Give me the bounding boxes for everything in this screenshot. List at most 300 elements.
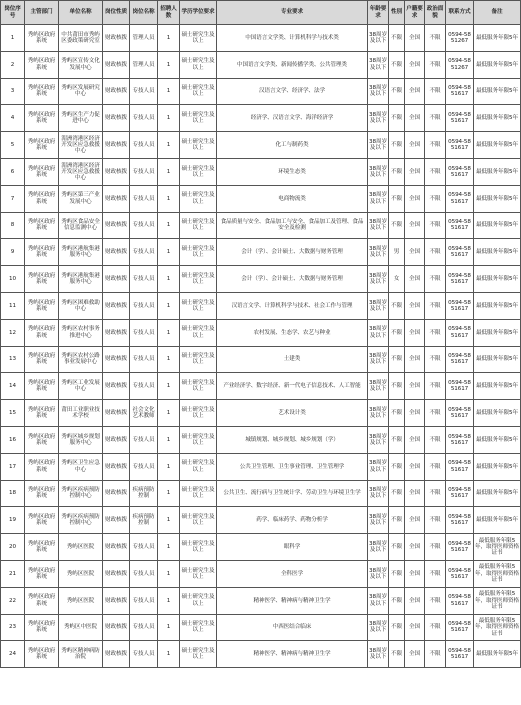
cell-unit-name: 莆田工业职业技术学校	[59, 400, 103, 427]
cell-gender: 不限	[389, 51, 405, 78]
cell-post-nature: 财政核拨	[103, 560, 130, 587]
cell-contact: 0594-5851617	[446, 266, 474, 293]
cell-major: 电商物流类	[217, 185, 368, 212]
cell-household: 全国	[405, 25, 425, 52]
cell-unit-name: 秀屿区工业发展中心	[59, 373, 103, 400]
cell-post-number: 22	[1, 587, 25, 614]
cell-household: 全国	[405, 507, 425, 534]
cell-household: 全国	[405, 158, 425, 185]
cell-gender: 不限	[389, 641, 405, 668]
cell-post-nature: 财政核拨	[103, 78, 130, 105]
cell-unit-name: 秀屿区卫生应急中心	[59, 453, 103, 480]
cell-post-nature: 财政核拨	[103, 25, 130, 52]
cell-post-nature: 财政核拨	[103, 185, 130, 212]
cell-unit-name: 秀屿区发展研究中心	[59, 78, 103, 105]
cell-post-number: 9	[1, 239, 25, 266]
cell-department: 秀屿区政府系统	[25, 132, 59, 159]
cell-major: 艺术设计类	[217, 400, 368, 427]
cell-political: 不限	[425, 400, 446, 427]
col-header-gender: 性别	[389, 1, 405, 25]
cell-remarks: 最低服务年限5年	[474, 373, 521, 400]
cell-gender: 不限	[389, 507, 405, 534]
cell-gender: 不限	[389, 560, 405, 587]
cell-post-name: 管理人员	[130, 51, 158, 78]
cell-political: 不限	[425, 132, 446, 159]
cell-education: 硕士研究生及以上	[180, 25, 217, 52]
cell-department: 秀屿区政府系统	[25, 560, 59, 587]
cell-major: 汉语言文学、经济学、法学	[217, 78, 368, 105]
cell-age: 38周岁及以下	[368, 453, 389, 480]
cell-age: 38周岁及以下	[368, 319, 389, 346]
cell-post-name: 专技人员	[130, 239, 158, 266]
col-header-post-name: 岗位名称	[130, 1, 158, 25]
cell-major: 全科医学	[217, 560, 368, 587]
cell-contact: 0594-5851617	[446, 346, 474, 373]
cell-remarks: 最低服务年限5年	[474, 480, 521, 507]
cell-post-nature: 财政核拨	[103, 346, 130, 373]
cell-remarks: 最低服务年限5年	[474, 641, 521, 668]
cell-post-number: 21	[1, 560, 25, 587]
cell-unit-name: 秀屿区生产力促进中心	[59, 105, 103, 132]
cell-political: 不限	[425, 212, 446, 239]
cell-age: 38周岁及以下	[368, 78, 389, 105]
cell-unit-name: 秀屿区疾病预防控制中心	[59, 507, 103, 534]
cell-gender: 不限	[389, 453, 405, 480]
cell-hiring-count: 1	[158, 319, 180, 346]
table-row	[1, 480, 521, 507]
cell-political: 不限	[425, 453, 446, 480]
cell-post-nature: 财政核拨	[103, 266, 130, 293]
cell-department: 秀屿区政府系统	[25, 185, 59, 212]
cell-major: 化工与制药类	[217, 132, 368, 159]
cell-post-number: 3	[1, 78, 25, 105]
cell-post-name: 专技人员	[130, 78, 158, 105]
cell-unit-name: 湄洲湾港区经济开发区应急救援中心	[59, 158, 103, 185]
cell-major: 食品质量与安全、食品加工与安全、食品加工及管理、食品安全及检测	[217, 212, 368, 239]
cell-post-name: 专技人员	[130, 373, 158, 400]
cell-unit-name: 秀屿区疾病预防控制中心	[59, 480, 103, 507]
cell-political: 不限	[425, 239, 446, 266]
cell-remarks: 最低服务年限5年	[474, 239, 521, 266]
cell-post-number: 24	[1, 641, 25, 668]
cell-department: 秀屿区政府系统	[25, 319, 59, 346]
cell-political: 不限	[425, 158, 446, 185]
cell-post-number: 20	[1, 534, 25, 561]
cell-age: 38周岁及以下	[368, 25, 389, 52]
cell-department: 秀屿区政府系统	[25, 158, 59, 185]
cell-contact: 0594-5851617	[446, 319, 474, 346]
cell-contact: 0594-5851617	[446, 560, 474, 587]
cell-major: 中国语言文学类、计算机科学与技术类	[217, 25, 368, 52]
cell-post-nature: 财政核拨	[103, 212, 130, 239]
cell-contact: 0594-5851617	[446, 373, 474, 400]
cell-household: 全国	[405, 614, 425, 641]
cell-household: 全国	[405, 400, 425, 427]
cell-post-nature: 财政核拨	[103, 534, 130, 561]
cell-post-nature: 财政核拨	[103, 400, 130, 427]
cell-household: 全国	[405, 105, 425, 132]
cell-gender: 不限	[389, 132, 405, 159]
cell-post-number: 18	[1, 480, 25, 507]
col-header-hiring-count: 招聘人数	[158, 1, 180, 25]
cell-gender: 不限	[389, 105, 405, 132]
cell-contact: 0594-5851617	[446, 400, 474, 427]
cell-post-name: 专技人员	[130, 266, 158, 293]
cell-post-name: 专技人员	[130, 319, 158, 346]
cell-post-number: 2	[1, 51, 25, 78]
cell-household: 全国	[405, 132, 425, 159]
cell-political: 不限	[425, 373, 446, 400]
table-row	[1, 25, 521, 52]
cell-hiring-count: 1	[158, 132, 180, 159]
cell-remarks: 最低服务年限5年	[474, 319, 521, 346]
cell-unit-name: 秀屿区中医院	[59, 614, 103, 641]
cell-remarks: 最低服务年限5年	[474, 346, 521, 373]
cell-department: 秀屿区政府系统	[25, 51, 59, 78]
cell-post-name: 专技人员	[130, 453, 158, 480]
cell-education: 硕士研究生及以上	[180, 105, 217, 132]
table-row	[1, 373, 521, 400]
cell-department: 秀屿区政府系统	[25, 346, 59, 373]
cell-education: 硕士研究生及以上	[180, 185, 217, 212]
table-body	[1, 25, 521, 668]
cell-hiring-count: 1	[158, 373, 180, 400]
cell-household: 全国	[405, 292, 425, 319]
cell-political: 不限	[425, 266, 446, 293]
table-row	[1, 560, 521, 587]
cell-unit-name: 秀屿区宣传文化发展中心	[59, 51, 103, 78]
cell-age: 38周岁及以下	[368, 641, 389, 668]
cell-gender: 不限	[389, 319, 405, 346]
table-row	[1, 292, 521, 319]
cell-hiring-count: 1	[158, 346, 180, 373]
cell-gender: 不限	[389, 480, 405, 507]
cell-contact: 0594-5851617	[446, 105, 474, 132]
cell-department: 秀屿区政府系统	[25, 534, 59, 561]
cell-remarks: 最低服务年限5年，取得医师资格证书	[474, 587, 521, 614]
cell-post-number: 8	[1, 212, 25, 239]
cell-post-nature: 财政核拨	[103, 292, 130, 319]
cell-education: 硕士研究生及以上	[180, 346, 217, 373]
cell-education: 硕士研究生及以上	[180, 319, 217, 346]
cell-education: 硕士研究生及以上	[180, 132, 217, 159]
cell-education: 硕士研究生及以上	[180, 587, 217, 614]
table-row	[1, 641, 521, 668]
cell-hiring-count: 1	[158, 480, 180, 507]
table-row	[1, 346, 521, 373]
col-header-education: 学历学位要求	[180, 1, 217, 25]
cell-post-number: 13	[1, 346, 25, 373]
cell-gender: 不限	[389, 212, 405, 239]
cell-gender: 不限	[389, 78, 405, 105]
table-row	[1, 185, 521, 212]
cell-household: 全国	[405, 534, 425, 561]
cell-hiring-count: 1	[158, 587, 180, 614]
cell-hiring-count: 1	[158, 641, 180, 668]
cell-post-name: 专技人员	[130, 346, 158, 373]
cell-political: 不限	[425, 426, 446, 453]
cell-major: 土建类	[217, 346, 368, 373]
cell-remarks: 最低服务年限5年，取得医师资格证书	[474, 534, 521, 561]
cell-post-number: 5	[1, 132, 25, 159]
cell-remarks: 最低服务年限5年	[474, 453, 521, 480]
cell-gender: 不限	[389, 185, 405, 212]
cell-age: 38周岁及以下	[368, 51, 389, 78]
cell-major: 公共卫生管理、卫生事业管理、卫生管理学	[217, 453, 368, 480]
cell-political: 不限	[425, 614, 446, 641]
cell-department: 秀屿区政府系统	[25, 78, 59, 105]
cell-remarks: 最低服务年限5年，取得医师资格证书	[474, 560, 521, 587]
cell-hiring-count: 1	[158, 25, 180, 52]
cell-contact: 0594-5851617	[446, 614, 474, 641]
cell-age: 38周岁及以下	[368, 507, 389, 534]
cell-political: 不限	[425, 78, 446, 105]
cell-post-nature: 财政核拨	[103, 641, 130, 668]
cell-post-name: 社会文化艺术教师	[130, 400, 158, 427]
cell-department: 秀屿区政府系统	[25, 400, 59, 427]
cell-political: 不限	[425, 25, 446, 52]
cell-unit-name: 秀屿区港航集港服务中心	[59, 266, 103, 293]
cell-post-number: 7	[1, 185, 25, 212]
cell-post-name: 疾病预防控制	[130, 480, 158, 507]
cell-education: 硕士研究生及以上	[180, 534, 217, 561]
cell-hiring-count: 1	[158, 266, 180, 293]
cell-post-name: 专技人员	[130, 212, 158, 239]
cell-major: 精神医学、精神病与精神卫生学	[217, 641, 368, 668]
cell-gender: 男	[389, 239, 405, 266]
cell-age: 38周岁及以下	[368, 373, 389, 400]
cell-gender: 不限	[389, 587, 405, 614]
cell-household: 全国	[405, 346, 425, 373]
cell-household: 全国	[405, 212, 425, 239]
cell-post-name: 专技人员	[130, 292, 158, 319]
cell-post-number: 10	[1, 266, 25, 293]
cell-unit-name: 湄洲湾港区经济开发区应急救援中心	[59, 132, 103, 159]
table-row	[1, 78, 521, 105]
cell-major: 经济学、汉语言文学、海洋经济学	[217, 105, 368, 132]
table-row	[1, 400, 521, 427]
cell-political: 不限	[425, 292, 446, 319]
cell-contact: 0594-5851617	[446, 158, 474, 185]
cell-post-nature: 财政核拨	[103, 373, 130, 400]
cell-remarks: 最低服务年限5年	[474, 25, 521, 52]
cell-age: 38周岁及以下	[368, 346, 389, 373]
cell-household: 全国	[405, 185, 425, 212]
cell-remarks: 最低服务年限5年	[474, 400, 521, 427]
cell-gender: 不限	[389, 25, 405, 52]
cell-post-nature: 财政核拨	[103, 132, 130, 159]
cell-gender: 不限	[389, 426, 405, 453]
table-row	[1, 614, 521, 641]
cell-post-number: 17	[1, 453, 25, 480]
cell-education: 硕士研究生及以上	[180, 373, 217, 400]
table-row	[1, 132, 521, 159]
cell-major: 公共卫生、流行病与卫生统计学、劳动卫生与环境卫生学	[217, 480, 368, 507]
cell-major: 城镇规划、城乡规划、城乡规划（学）	[217, 426, 368, 453]
cell-age: 38周岁及以下	[368, 400, 389, 427]
cell-contact: 0594-5851617	[446, 292, 474, 319]
col-header-remarks: 备注	[474, 1, 521, 25]
cell-major: 环境生态类	[217, 158, 368, 185]
cell-post-name: 专技人员	[130, 641, 158, 668]
cell-contact: 0594-5851617	[446, 480, 474, 507]
col-header-major: 专业要求	[217, 1, 368, 25]
cell-education: 硕士研究生及以上	[180, 78, 217, 105]
cell-major: 农村发展、生态学、农艺与种业	[217, 319, 368, 346]
cell-age: 38周岁及以下	[368, 534, 389, 561]
cell-household: 全国	[405, 239, 425, 266]
cell-post-name: 疾病预防控制	[130, 507, 158, 534]
cell-unit-name: 秀屿区医院	[59, 560, 103, 587]
cell-remarks: 最低服务年限5年	[474, 51, 521, 78]
cell-unit-name: 秀屿区食品安全信息监测中心	[59, 212, 103, 239]
cell-post-nature: 财政核拨	[103, 614, 130, 641]
cell-contact: 0594-5851617	[446, 185, 474, 212]
table-row	[1, 319, 521, 346]
cell-hiring-count: 1	[158, 78, 180, 105]
cell-political: 不限	[425, 185, 446, 212]
cell-education: 硕士研究生及以上	[180, 239, 217, 266]
cell-hiring-count: 1	[158, 400, 180, 427]
cell-remarks: 最低服务年限5年	[474, 292, 521, 319]
cell-department: 秀屿区政府系统	[25, 25, 59, 52]
cell-education: 硕士研究生及以上	[180, 614, 217, 641]
cell-major: 会计（学）、会计硕士、大数据与财务管理	[217, 266, 368, 293]
cell-remarks: 最低服务年限5年	[474, 426, 521, 453]
cell-hiring-count: 1	[158, 614, 180, 641]
cell-education: 硕士研究生及以上	[180, 266, 217, 293]
cell-unit-name: 秀屿区医院	[59, 587, 103, 614]
cell-political: 不限	[425, 480, 446, 507]
cell-remarks: 最低服务年限5年	[474, 105, 521, 132]
table-row	[1, 587, 521, 614]
cell-major: 产业经济学、数字经济、新一代电子信息技术、人工智能	[217, 373, 368, 400]
cell-post-name: 专技人员	[130, 158, 158, 185]
cell-hiring-count: 1	[158, 105, 180, 132]
cell-post-name: 专技人员	[130, 426, 158, 453]
col-header-post-nature: 岗位性质	[103, 1, 130, 25]
cell-education: 硕士研究生及以上	[180, 212, 217, 239]
cell-education: 硕士研究生及以上	[180, 158, 217, 185]
cell-major: 汉语言文学、计算机科学与技术、社会工作与管理	[217, 292, 368, 319]
cell-gender: 不限	[389, 346, 405, 373]
cell-remarks: 最低服务年限5年	[474, 132, 521, 159]
cell-unit-name: 秀屿区困难救助中心	[59, 292, 103, 319]
cell-post-name: 专技人员	[130, 614, 158, 641]
cell-post-nature: 财政核拨	[103, 480, 130, 507]
cell-unit-name: 秀屿区城乡规划服务中心	[59, 426, 103, 453]
cell-remarks: 最低服务年限5年	[474, 185, 521, 212]
cell-remarks: 最低服务年限5年	[474, 507, 521, 534]
table-row	[1, 453, 521, 480]
cell-education: 硕士研究生及以上	[180, 453, 217, 480]
cell-post-name: 专技人员	[130, 560, 158, 587]
cell-department: 秀屿区政府系统	[25, 507, 59, 534]
cell-age: 38周岁及以下	[368, 292, 389, 319]
cell-hiring-count: 1	[158, 453, 180, 480]
cell-major: 中西医结合临床	[217, 614, 368, 641]
cell-political: 不限	[425, 534, 446, 561]
cell-age: 38周岁及以下	[368, 212, 389, 239]
cell-remarks: 最低服务年限5年	[474, 266, 521, 293]
cell-gender: 女	[389, 266, 405, 293]
cell-political: 不限	[425, 319, 446, 346]
cell-contact: 0594-5851617	[446, 534, 474, 561]
cell-contact: 0594-5851617	[446, 641, 474, 668]
cell-department: 秀屿区政府系统	[25, 614, 59, 641]
cell-political: 不限	[425, 641, 446, 668]
cell-contact: 0594-5851617	[446, 212, 474, 239]
cell-age: 38周岁及以下	[368, 132, 389, 159]
col-header-unit-name: 单位名称	[59, 1, 103, 25]
cell-post-number: 1	[1, 25, 25, 52]
cell-contact: 0594-5851267	[446, 25, 474, 52]
cell-post-number: 12	[1, 319, 25, 346]
cell-hiring-count: 1	[158, 185, 180, 212]
col-header-household: 户籍要求	[405, 1, 425, 25]
cell-post-number: 23	[1, 614, 25, 641]
cell-household: 全国	[405, 319, 425, 346]
cell-education: 硕士研究生及以上	[180, 426, 217, 453]
cell-household: 全国	[405, 426, 425, 453]
cell-department: 秀屿区政府系统	[25, 266, 59, 293]
cell-household: 全国	[405, 453, 425, 480]
cell-hiring-count: 1	[158, 239, 180, 266]
cell-household: 全国	[405, 641, 425, 668]
cell-unit-name: 秀屿区第三产业发展中心	[59, 185, 103, 212]
cell-gender: 不限	[389, 614, 405, 641]
cell-post-name: 专技人员	[130, 587, 158, 614]
table-row	[1, 534, 521, 561]
cell-post-nature: 财政核拨	[103, 158, 130, 185]
cell-post-nature: 财政核拨	[103, 51, 130, 78]
cell-post-nature: 财政核拨	[103, 587, 130, 614]
cell-contact: 0594-5851617	[446, 78, 474, 105]
cell-political: 不限	[425, 587, 446, 614]
cell-gender: 不限	[389, 534, 405, 561]
cell-education: 硕士研究生及以上	[180, 641, 217, 668]
cell-unit-name: 秀屿区农村公路事业发展中心	[59, 346, 103, 373]
cell-major: 精神医学、精神病与精神卫生学	[217, 587, 368, 614]
cell-remarks: 最低服务年限5年	[474, 158, 521, 185]
cell-post-number: 11	[1, 292, 25, 319]
table-row	[1, 266, 521, 293]
cell-household: 全国	[405, 587, 425, 614]
cell-hiring-count: 1	[158, 426, 180, 453]
cell-post-number: 4	[1, 105, 25, 132]
cell-age: 38周岁及以下	[368, 239, 389, 266]
cell-post-name: 专技人员	[130, 534, 158, 561]
cell-household: 全国	[405, 266, 425, 293]
cell-department: 秀屿区政府系统	[25, 373, 59, 400]
cell-department: 秀屿区政府系统	[25, 641, 59, 668]
cell-remarks: 最低服务年限5年	[474, 212, 521, 239]
cell-post-nature: 财政核拨	[103, 426, 130, 453]
cell-age: 38周岁及以下	[368, 426, 389, 453]
cell-household: 全国	[405, 373, 425, 400]
cell-contact: 0594-5851617	[446, 426, 474, 453]
cell-post-nature: 财政核拨	[103, 453, 130, 480]
cell-age: 38周岁及以下	[368, 158, 389, 185]
cell-hiring-count: 1	[158, 158, 180, 185]
table-row	[1, 105, 521, 132]
cell-political: 不限	[425, 346, 446, 373]
table-row	[1, 239, 521, 266]
table-row	[1, 507, 521, 534]
cell-contact: 0594-5851617	[446, 132, 474, 159]
cell-post-name: 管理人员	[130, 25, 158, 52]
col-header-post-number: 岗位序号	[1, 1, 25, 25]
